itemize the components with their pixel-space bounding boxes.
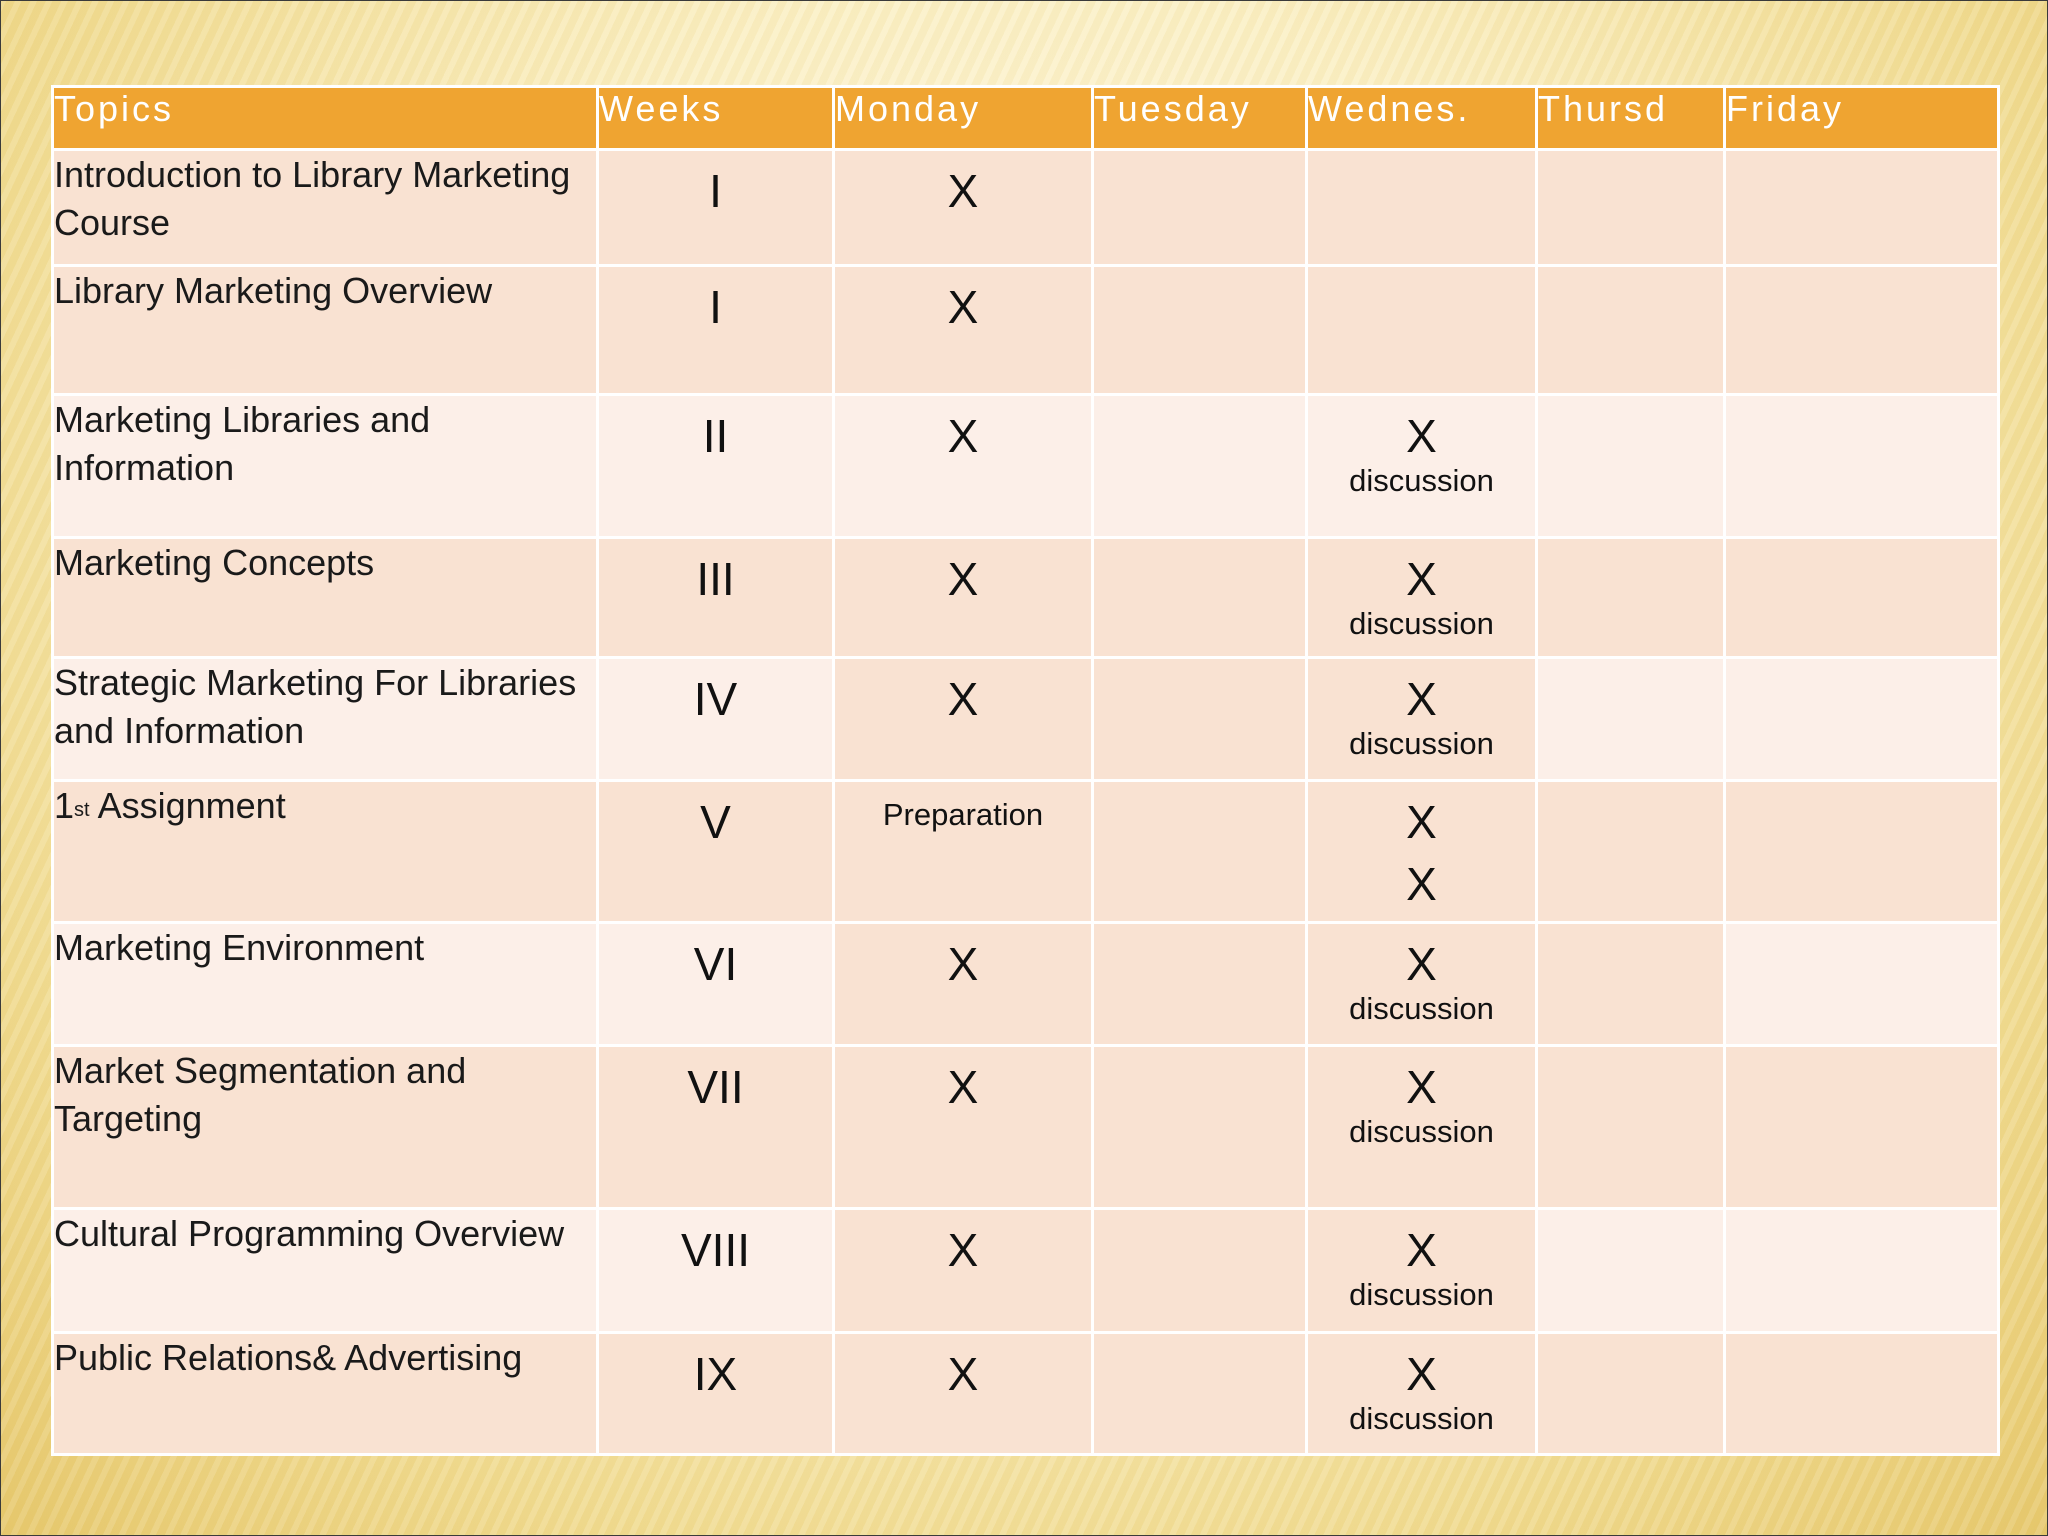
wednesday-second-mark: X bbox=[1406, 858, 1437, 910]
topic-cell: Introduction to Library Marketing Course bbox=[53, 150, 598, 266]
week-cell bbox=[598, 1209, 834, 1333]
friday-cell bbox=[1725, 781, 1999, 923]
thursday-cell bbox=[1537, 266, 1725, 395]
thursday-cell bbox=[1537, 658, 1725, 781]
header-tuesday: Tuesday bbox=[1093, 87, 1307, 150]
table-row bbox=[53, 1333, 1999, 1455]
friday-cell bbox=[1725, 395, 1999, 538]
table-row bbox=[53, 150, 1999, 266]
table-row bbox=[53, 658, 1999, 781]
wednesday-cell bbox=[1307, 1046, 1537, 1209]
thursday-cell bbox=[1537, 1333, 1725, 1455]
topic-cell: Marketing Libraries and Information bbox=[53, 395, 598, 538]
week-value: VI bbox=[693, 938, 738, 990]
table-row bbox=[53, 923, 1999, 1046]
header-thursday: Thursd bbox=[1537, 87, 1725, 150]
wednesday-mark: X bbox=[1406, 410, 1437, 462]
monday-cell bbox=[834, 1046, 1093, 1209]
monday-mark: X bbox=[947, 673, 979, 725]
thursday-cell bbox=[1537, 150, 1725, 266]
wednesday-note: discussion bbox=[1349, 1114, 1494, 1149]
topic-cell: Market Segmentation and Targeting bbox=[53, 1046, 598, 1209]
monday-note: Preparation bbox=[882, 797, 1044, 832]
monday-cell bbox=[834, 658, 1093, 781]
week-value: I bbox=[709, 165, 722, 217]
table-row bbox=[53, 538, 1999, 658]
wednesday-cell bbox=[1307, 781, 1537, 923]
week-value: I bbox=[709, 281, 722, 333]
week-cell bbox=[598, 266, 834, 395]
wednesday-cell bbox=[1307, 1209, 1537, 1333]
monday-mark: X bbox=[947, 165, 979, 217]
tuesday-cell bbox=[1093, 923, 1307, 1046]
friday-cell bbox=[1725, 538, 1999, 658]
table-row bbox=[53, 1209, 1999, 1333]
week-cell bbox=[598, 538, 834, 658]
week-value: III bbox=[696, 553, 735, 605]
topic-cell bbox=[53, 781, 598, 923]
wednesday-cell bbox=[1307, 923, 1537, 1046]
wednesday-mark: X bbox=[1406, 796, 1437, 848]
monday-cell bbox=[834, 266, 1093, 395]
monday-mark: X bbox=[947, 1061, 979, 1113]
wednesday-mark: X bbox=[1406, 1061, 1437, 1113]
table-header-row bbox=[53, 87, 1999, 150]
friday-cell bbox=[1725, 658, 1999, 781]
wednesday-cell bbox=[1307, 658, 1537, 781]
topic-number: 1 bbox=[54, 785, 75, 826]
friday-cell bbox=[1725, 1046, 1999, 1209]
friday-cell bbox=[1725, 150, 1999, 266]
week-cell bbox=[598, 395, 834, 538]
topic-cell: Marketing Environment bbox=[53, 923, 598, 1046]
wednesday-mark: X bbox=[1406, 938, 1437, 990]
header-friday: Friday bbox=[1725, 87, 1999, 150]
header-monday: Monday bbox=[834, 87, 1093, 150]
tuesday-cell bbox=[1093, 1209, 1307, 1333]
wednesday-cell bbox=[1307, 538, 1537, 658]
tuesday-cell bbox=[1093, 1046, 1307, 1209]
wednesday-note: discussion bbox=[1349, 1277, 1494, 1312]
tuesday-cell bbox=[1093, 658, 1307, 781]
topic-cell: Marketing Concepts bbox=[53, 538, 598, 658]
week-value: V bbox=[700, 796, 731, 848]
tuesday-cell bbox=[1093, 1333, 1307, 1455]
wednesday-cell bbox=[1307, 395, 1537, 538]
table-row bbox=[53, 1046, 1999, 1209]
wednesday-cell bbox=[1307, 266, 1537, 395]
week-value: VIII bbox=[680, 1224, 751, 1276]
wednesday-cell bbox=[1307, 150, 1537, 266]
tuesday-cell bbox=[1093, 150, 1307, 266]
course-schedule-table bbox=[51, 85, 2000, 1456]
friday-cell bbox=[1725, 923, 1999, 1046]
table-row bbox=[53, 781, 1999, 923]
tuesday-cell bbox=[1093, 266, 1307, 395]
monday-mark: X bbox=[947, 410, 979, 462]
header-wednesday: Wednes. bbox=[1307, 87, 1537, 150]
monday-cell bbox=[834, 1333, 1093, 1455]
wednesday-note: discussion bbox=[1349, 463, 1494, 498]
friday-cell bbox=[1725, 266, 1999, 395]
week-cell bbox=[598, 1046, 834, 1209]
week-cell bbox=[598, 658, 834, 781]
thursday-cell bbox=[1537, 923, 1725, 1046]
header-topics: Topics bbox=[53, 87, 598, 150]
week-value: IV bbox=[693, 673, 738, 725]
monday-cell bbox=[834, 395, 1093, 538]
friday-cell bbox=[1725, 1333, 1999, 1455]
wednesday-note: discussion bbox=[1349, 726, 1494, 761]
thursday-cell bbox=[1537, 781, 1725, 923]
wednesday-mark: X bbox=[1406, 1224, 1437, 1276]
thursday-cell bbox=[1537, 1209, 1725, 1333]
topic-text: Assignment bbox=[89, 785, 286, 826]
tuesday-cell bbox=[1093, 538, 1307, 658]
tuesday-cell bbox=[1093, 781, 1307, 923]
table-row bbox=[53, 395, 1999, 538]
monday-cell bbox=[834, 781, 1093, 923]
topic-superscript: st bbox=[74, 799, 90, 821]
monday-cell bbox=[834, 923, 1093, 1046]
wednesday-note: discussion bbox=[1349, 606, 1494, 641]
week-cell bbox=[598, 781, 834, 923]
thursday-cell bbox=[1537, 395, 1725, 538]
header-weeks: Weeks bbox=[598, 87, 834, 150]
topic-cell: Cultural Programming Overview bbox=[53, 1209, 598, 1333]
week-cell bbox=[598, 150, 834, 266]
monday-mark: X bbox=[947, 1348, 979, 1400]
week-cell bbox=[598, 1333, 834, 1455]
topic-cell: Library Marketing Overview bbox=[53, 266, 598, 395]
week-value: II bbox=[702, 410, 729, 462]
thursday-cell bbox=[1537, 538, 1725, 658]
monday-cell bbox=[834, 150, 1093, 266]
monday-mark: X bbox=[947, 281, 979, 333]
week-cell bbox=[598, 923, 834, 1046]
monday-cell bbox=[834, 538, 1093, 658]
wednesday-mark: X bbox=[1406, 1348, 1437, 1400]
monday-cell bbox=[834, 1209, 1093, 1333]
wednesday-cell bbox=[1307, 1333, 1537, 1455]
wednesday-mark: X bbox=[1406, 673, 1437, 725]
table-row bbox=[53, 266, 1999, 395]
wednesday-mark: X bbox=[1406, 553, 1437, 605]
topic-cell: Strategic Marketing For Libraries and Information bbox=[53, 658, 598, 781]
wednesday-note: discussion bbox=[1349, 1401, 1494, 1436]
monday-mark: X bbox=[947, 553, 979, 605]
monday-mark: X bbox=[947, 938, 979, 990]
week-value: IX bbox=[693, 1348, 738, 1400]
thursday-cell bbox=[1537, 1046, 1725, 1209]
wednesday-note: discussion bbox=[1349, 991, 1494, 1026]
friday-cell bbox=[1725, 1209, 1999, 1333]
topic-cell: Public Relations& Advertising bbox=[53, 1333, 598, 1455]
tuesday-cell bbox=[1093, 395, 1307, 538]
week-value: VII bbox=[687, 1061, 744, 1113]
monday-mark: X bbox=[947, 1224, 979, 1276]
